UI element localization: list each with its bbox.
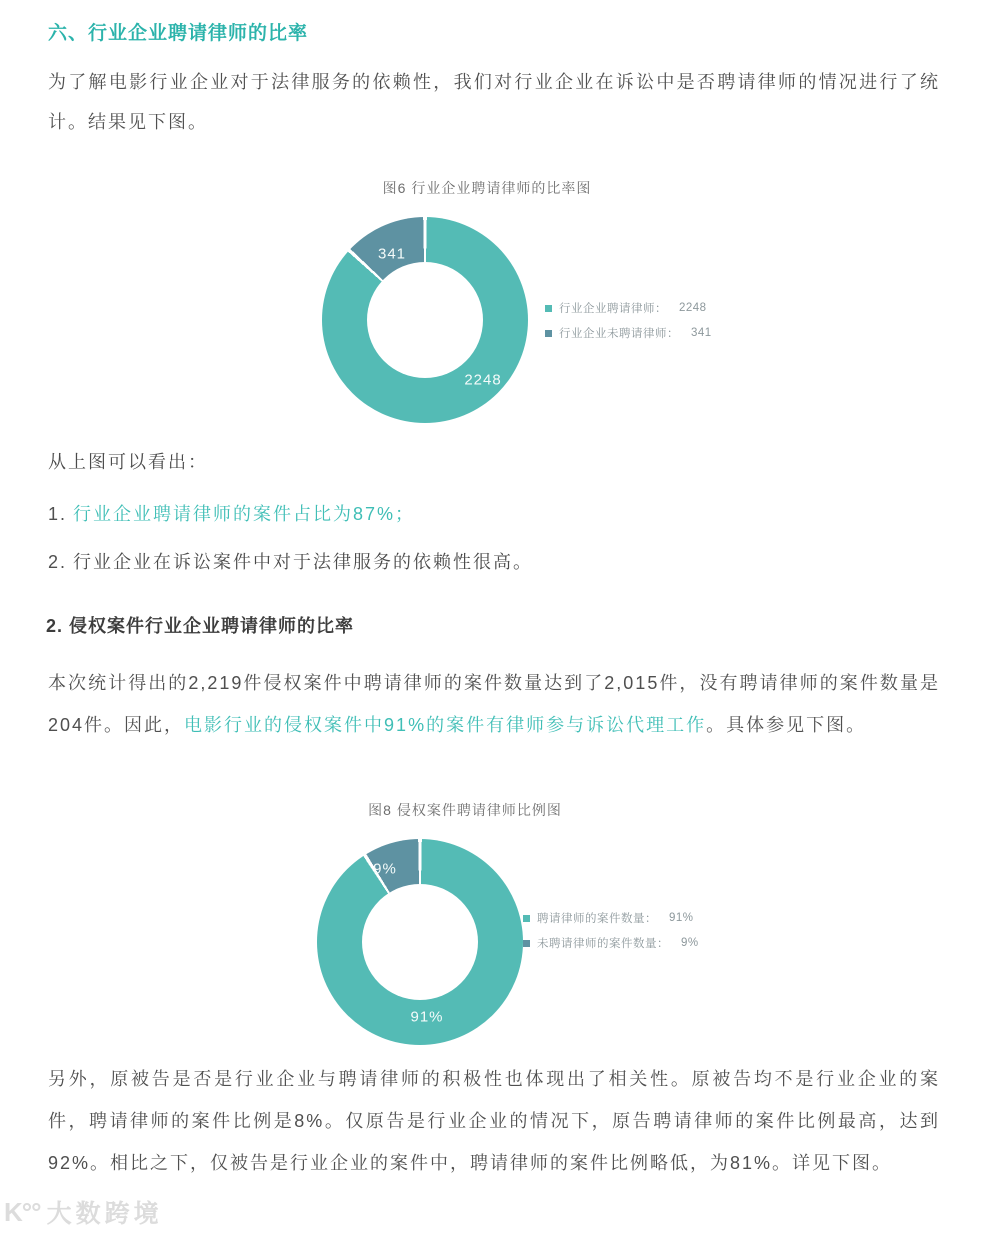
observation-2-number: 2. [48, 552, 68, 572]
dashukuajing-logo-icon: K°° [4, 1196, 41, 1227]
chart2-slice-label-large: 91% [410, 1008, 444, 1026]
chart1-slice-label-small: 341 [377, 245, 407, 263]
legend-label: 行业企业聘请律师： [559, 303, 667, 315]
watermark [4, 1194, 163, 1230]
legend-label: 聘请律师的案件数量： [537, 913, 657, 925]
legend-marker-icon [523, 915, 530, 922]
observation-item-1 [48, 500, 415, 526]
analysis-paragraph [48, 662, 940, 746]
legend-value: 91% [669, 912, 694, 924]
chart2-donut-hole [362, 884, 478, 1000]
chart1-slice-label-large: 2248 [464, 371, 502, 389]
observation-item-2 [48, 548, 533, 574]
intro-paragraph: 为了解电影行业企业对于法律服务的依赖性，我们对行业企业在诉讼中是否聘请律师的情况进行了统计。结果见下图。 [48, 72, 940, 132]
closing-paragraph: 另外，原被告是否是行业企业与聘请律师的积极性也体现出了相关性。原被告均不是行业企业的案件，聘请律师的案件比例是8%。仅原告是行业企业的情况下，原告聘请律师的案件比例最高，达到92%。相比之下，仅被告是行业企业的案件中，聘请律师的案件比例略低，为81%。详见下图。 [48, 1069, 940, 1173]
chart2-legend [523, 910, 699, 951]
section-title: 六、行业企业聘请律师的比率 [48, 23, 309, 44]
subsection-title: 2. 侵权案件行业企业聘请律师的比率 [46, 616, 355, 636]
legend-value: 9% [681, 937, 699, 949]
legend-value: 341 [691, 327, 712, 339]
watermark-text: 大数跨境 [46, 1200, 163, 1228]
chart2-title: 图8 侵权案件聘请律师比例图 [368, 802, 562, 818]
chart1-donut [322, 217, 528, 423]
legend-marker-icon [545, 305, 552, 312]
observation-1-number: 1. [48, 504, 68, 524]
chart1-donut-hole [367, 262, 483, 378]
chart1-legend-item-not-hired [545, 325, 712, 341]
analysis-part1: 本次统计得出的2,219件侵权案件中聘请律师的案件数量达到了2,015件，没有聘请律师的案件数量是204件。因此， [48, 673, 940, 735]
legend-label: 未聘请律师的案件数量： [537, 938, 669, 950]
analysis-highlight: 电影行业的侵权案件中91%的案件有律师参与诉讼代理工作 [184, 715, 707, 735]
chart2-legend-item-not-hired [523, 935, 699, 951]
chart2-donut [317, 839, 523, 1045]
chart1-legend-item-hired [545, 300, 712, 316]
analysis-part2: 。具体参见下图。 [706, 715, 867, 735]
observation-1-text: 行业企业聘请律师的案件占比为87%； [73, 504, 416, 524]
chart1-legend [545, 300, 712, 341]
observations-intro: 从上图可以看出： [48, 452, 208, 472]
legend-marker-icon [545, 330, 552, 337]
chart1-title: 图6 行业企业聘请律师的比率图 [382, 180, 592, 196]
observation-2-text: 行业企业在诉讼案件中对于法律服务的依赖性很高。 [73, 552, 534, 572]
chart2-legend-item-hired [523, 910, 699, 926]
chart2-slice-label-small: 9% [373, 860, 397, 878]
legend-marker-icon [523, 940, 530, 947]
legend-value: 2248 [679, 302, 707, 314]
legend-label: 行业企业未聘请律师： [559, 328, 679, 340]
